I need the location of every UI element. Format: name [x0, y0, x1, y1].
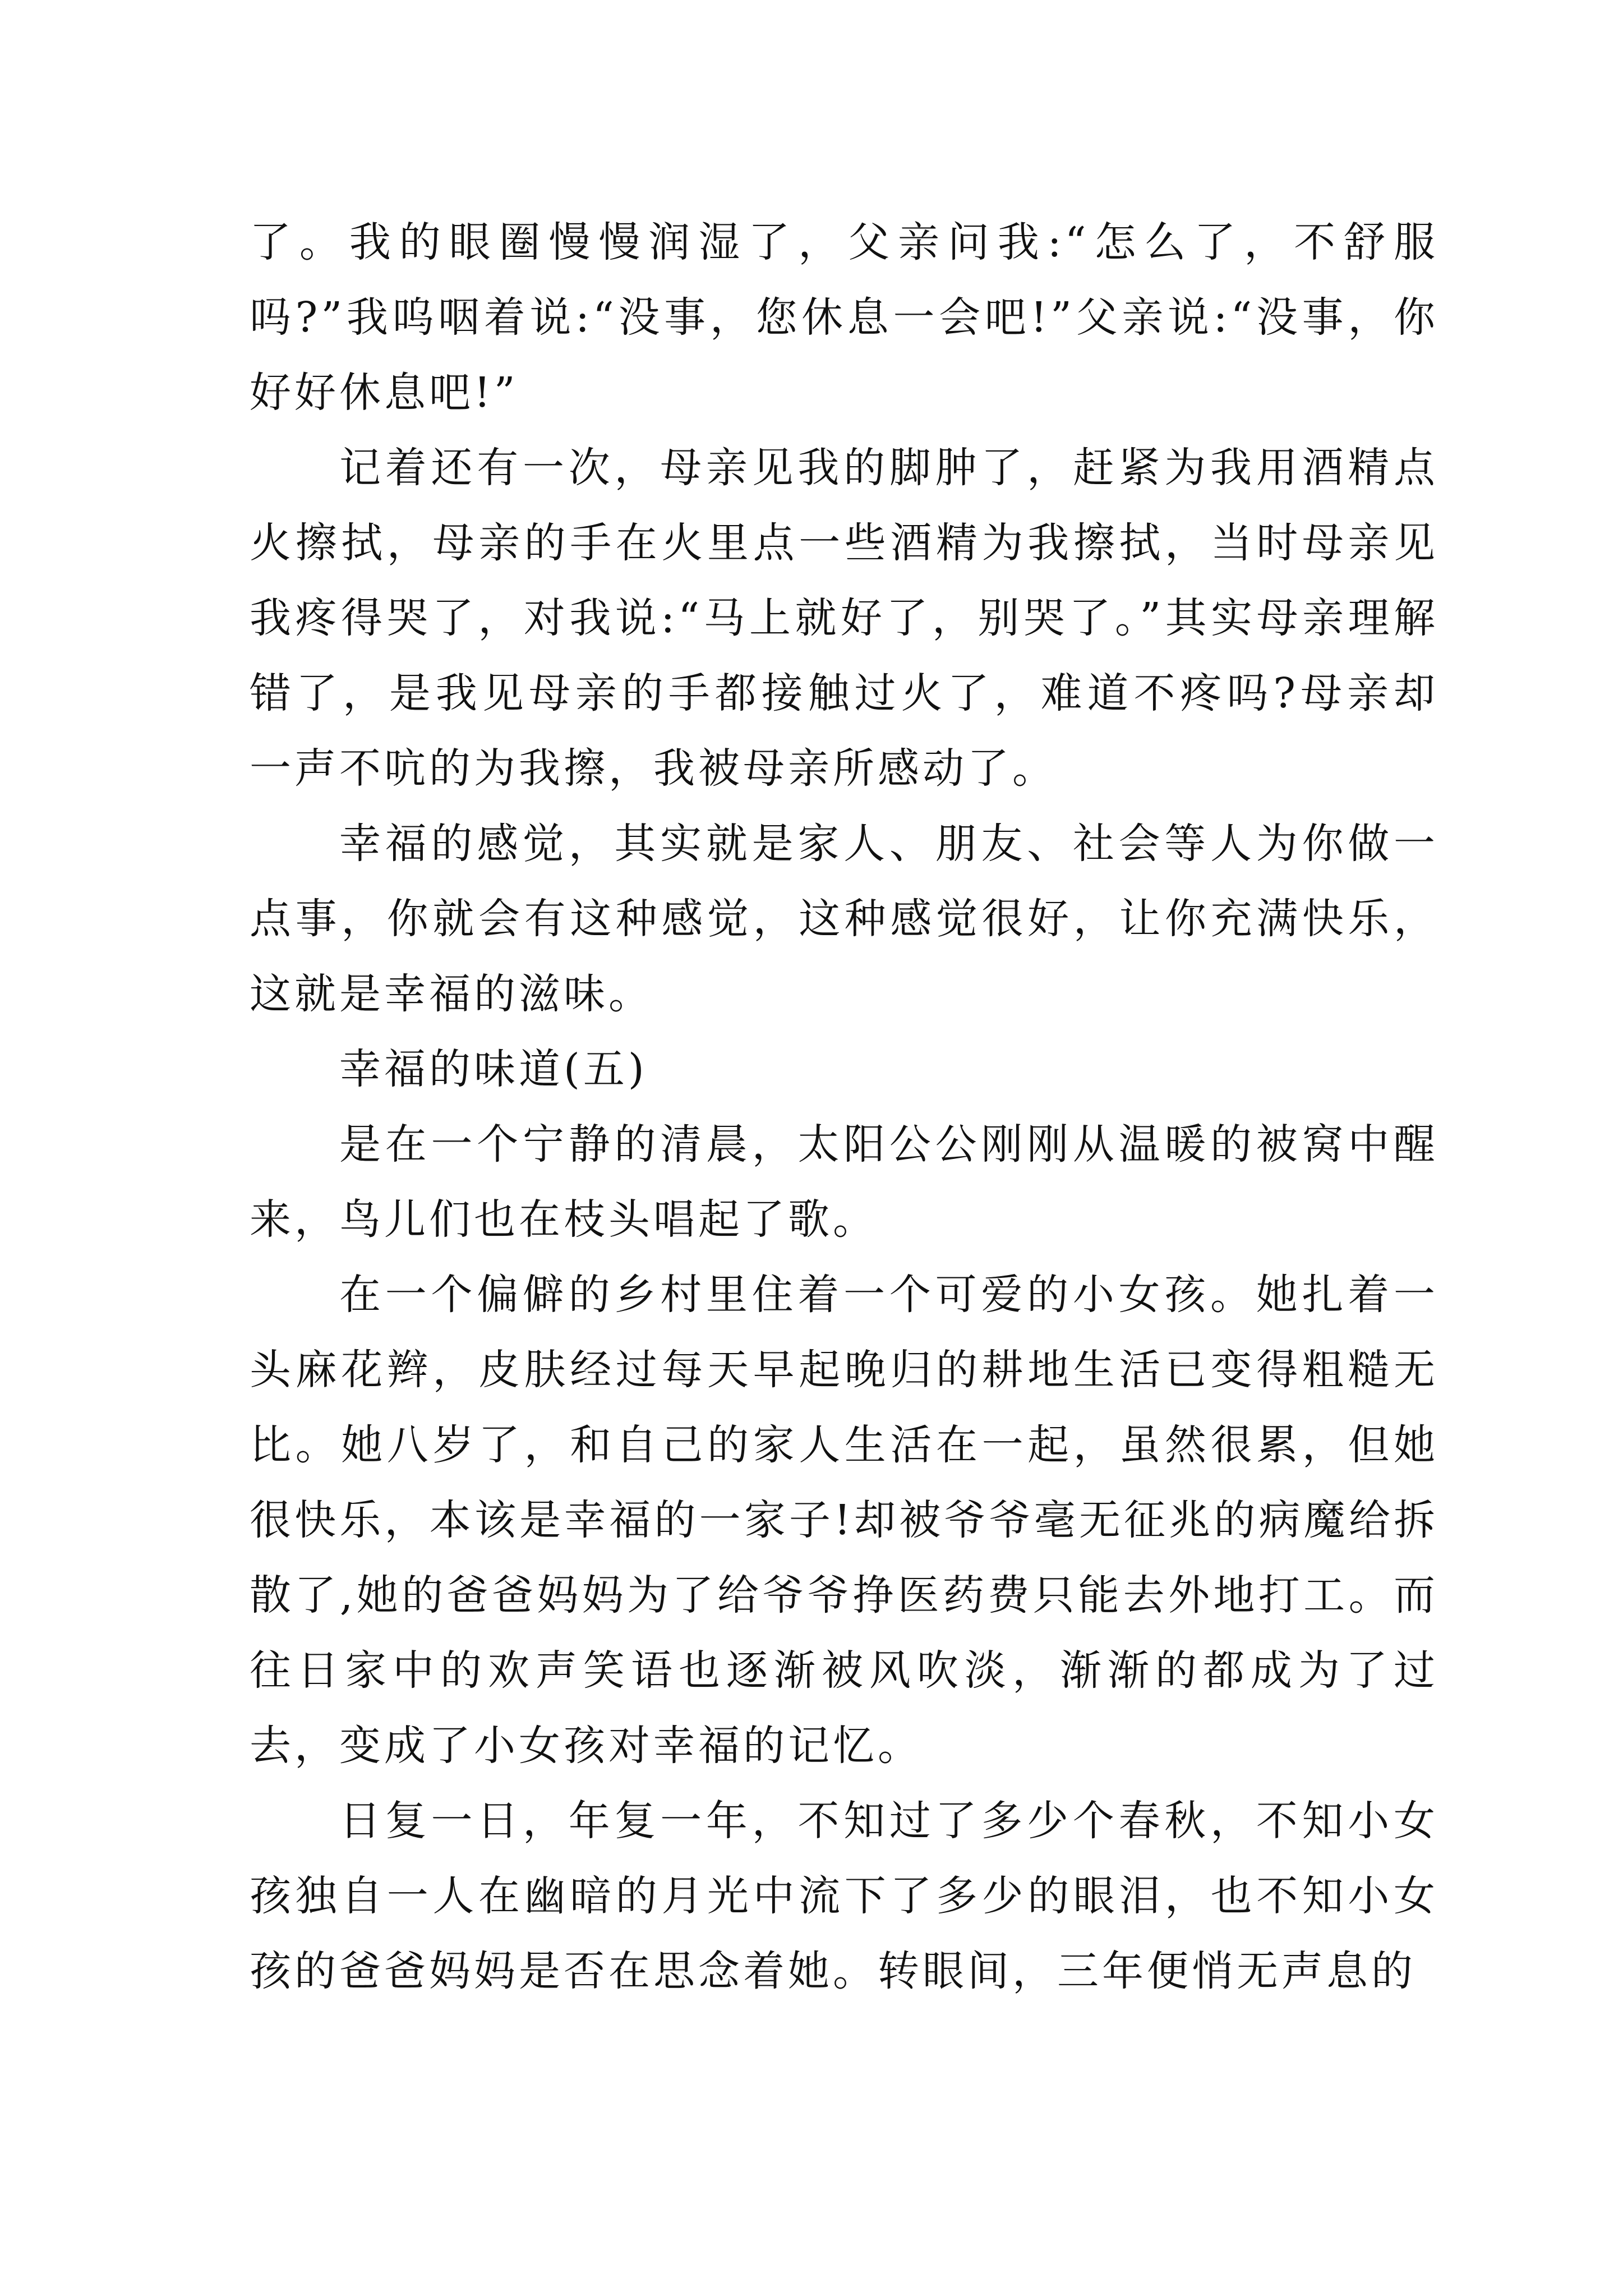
paragraph-5: 在一个偏僻的乡村里住着一个可爱的小女孩。她扎着一头麻花辫，皮肤经过每天早起晚归的耕地生活已变得粗糙无比。她八岁了，和自己的家人生活在一起，虽然很累，但她很快乐，本该是幸福的一家子!却被爷爷毫无征兆的病魔给拆散了,她的爸爸妈妈为了给爷爷挣医药费只能去外地打工。而往日家中的欢声笑语也逐渐被风吹淡，渐渐的都成为了过去，变成了小女孩对幸福的记忆。: [250, 1271, 1438, 1770]
paragraph-6: 日复一日，年复一年，不知过了多少个春秋，不知小女孩独自一人在幽暗的月光中流下了多少的眼泪，也不知小女孩的爸爸妈妈是否在思念着她。转眼间，三年便悄无声息的: [250, 1797, 1438, 1995]
paragraph-1: 了。我的眼圈慢慢润湿了，父亲问我:“怎么了，不舒服吗?”我呜咽着说:“没事，您休息一会吧!”父亲说:“没事，你好好休息吧!”: [250, 218, 1438, 417]
paragraph-4: 是在一个宁静的清晨，太阳公公刚刚从温暖的被窝中醒来，鸟儿们也在枝头唱起了歌。: [250, 1120, 1438, 1244]
section-heading: 幸福的味道(五): [339, 1045, 648, 1093]
paragraph-2: 记着还有一次，母亲见我的脚肿了，赶紧为我用酒精点火擦拭，母亲的手在火里点一些酒精为我擦拭，当时母亲见我疼得哭了，对我说:“马上就好了，别哭了。”其实母亲理解错了，是我见母亲的手都接触过火了，难道不疼吗?母亲却一声不吭的为我擦，我被母亲所感动了。: [250, 444, 1438, 793]
document-body: [250, 205, 1438, 2009]
paragraph-3: 幸福的感觉，其实就是家人、朋友、社会等人为你做一点事，你就会有这种感觉，这种感觉很好，让你充满快乐，这就是幸福的滋味。: [250, 820, 1438, 1018]
